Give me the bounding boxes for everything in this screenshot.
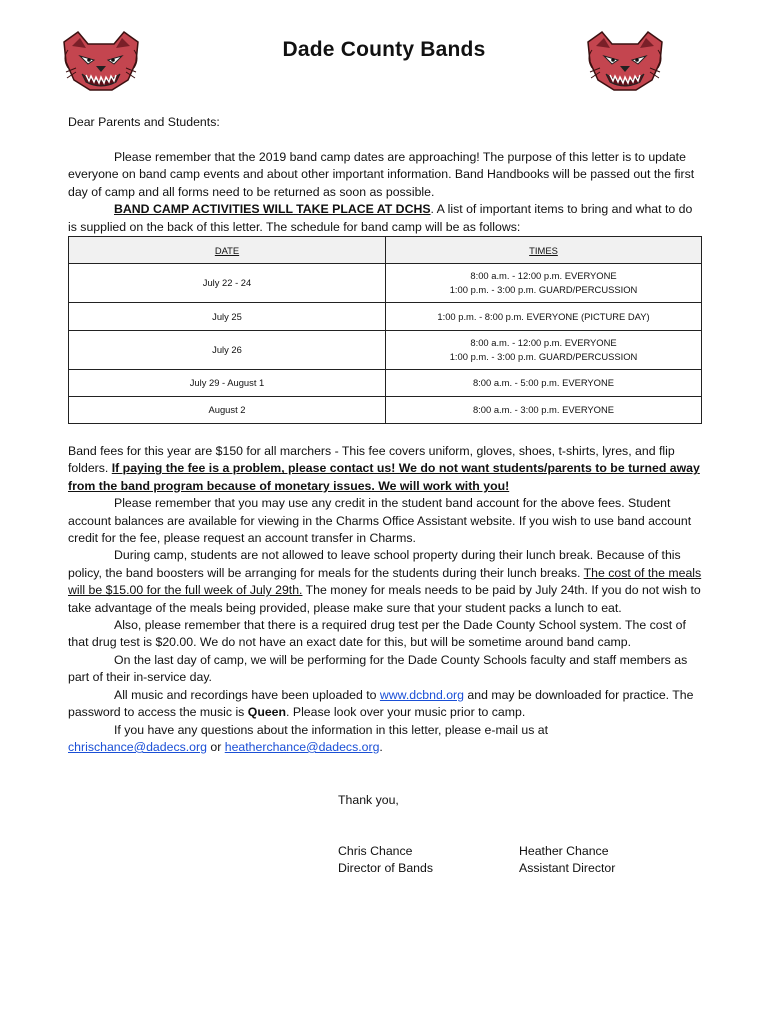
music-password: Queen — [247, 705, 287, 720]
schedule-table — [68, 236, 702, 424]
questions-paragraph: If you have any questions about the information in this letter, please e-mail us at — [114, 722, 549, 737]
table-row — [69, 397, 702, 424]
email-period: . — [379, 739, 383, 754]
column-header-times: TIMES — [386, 237, 702, 264]
time-slot: 1:00 p.m. - 3:00 p.m. GUARD/PERCUSSION — [449, 284, 638, 295]
music-paragraph — [68, 687, 702, 722]
music-text-mid: and may be downloaded for practice. The password to access the music is — [68, 687, 694, 720]
greeting — [68, 114, 702, 131]
signature-block-director — [338, 843, 433, 878]
contact-emails — [68, 739, 702, 756]
music-text-end: . Please look over your music prior to camp. — [286, 705, 526, 720]
drug-test-paragraph: Also, please remember that there is a required drug test per the Dade County School system. The cost of that drug test is $20.00. We do not have an exact date for this, but will be sometime around band camp. — [68, 618, 686, 650]
location-rest: . A list of important items to bring and what to do is supplied on the back of this letter. The schedule for band camp will be as follows: — [68, 202, 693, 234]
closing: Thank you, — [338, 793, 399, 807]
time-slot: 8:00 a.m. - 12:00 p.m. EVERYONE — [470, 337, 617, 348]
table-row — [69, 303, 702, 331]
signer-title: Assistant Director — [519, 861, 616, 876]
schedule-times — [386, 264, 702, 303]
schedule-header-row — [69, 237, 702, 264]
time-slot: 1:00 p.m. - 8:00 p.m. EVERYONE (PICTURE DAY) — [437, 310, 650, 322]
schedule-times — [386, 303, 702, 331]
greeting-text: Dear Parents and Students: — [68, 115, 220, 129]
schedule-times — [386, 331, 702, 370]
fees-text: Band fees for this year are $150 for all marchers - This fee covers uniform, gloves, shoes, t-shirts, lyres, and flip folders. — [68, 444, 675, 476]
schedule-date: July 26 — [69, 331, 386, 370]
music-text: All music and recordings have been uploaded to — [114, 687, 380, 702]
schedule-date: July 29 - August 1 — [69, 370, 386, 397]
wolverine-mascot-icon — [582, 28, 668, 94]
letter-body — [68, 443, 702, 756]
signer-name: Heather Chance — [519, 844, 609, 858]
signature-block-assistant — [519, 843, 615, 878]
lunch-paragraph — [68, 547, 702, 617]
fees-emphasis: If paying the fee is a problem, please contact us! We do not want students/parents to be turned away from the band program because of monetary issues. We will work with you! — [68, 461, 700, 493]
schedule-times — [386, 397, 702, 424]
table-row — [69, 370, 702, 397]
time-slot: 8:00 a.m. - 12:00 p.m. EVERYONE — [470, 270, 617, 281]
email-link-heather[interactable]: heatherchance@dadecs.org — [224, 739, 380, 754]
last-day-paragraph: On the last day of camp, we will be performing for the Dade County Schools faculty and staff members as part of their in-service day. — [68, 652, 688, 685]
signer-title: Director of Bands — [338, 861, 434, 876]
intro-section — [68, 149, 702, 236]
music-website-link[interactable]: www.dcbnd.org — [379, 687, 464, 702]
time-slot: 8:00 a.m. - 5:00 p.m. EVERYONE — [472, 377, 615, 388]
lunch-text: During camp, students are not allowed to leave school property during their lunch break. Because of this policy, the band boosters will be arranging for meals for the students during their lunch breaks. — [68, 548, 681, 580]
email-link-chris[interactable]: chrischance@dadecs.org — [68, 739, 207, 754]
location-paragraph — [68, 201, 702, 236]
schedule-date: August 2 — [69, 397, 386, 424]
location-emphasis: BAND CAMP ACTIVITIES WILL TAKE PLACE AT DCHS — [114, 202, 431, 217]
schedule-date: July 22 - 24 — [69, 264, 386, 303]
schedule-date: July 25 — [69, 303, 386, 331]
credit-paragraph: Please remember that you may use any credit in the student band account for the above fees. Student account balances are available for viewing in the Charms Office Assistant website. If you wish to use band account credit for the fee, please request an account transfer in Charms. — [68, 496, 692, 546]
intro-paragraph: Please remember that the 2019 band camp dates are approaching! The purpose of this letter is to update everyone on band camp events and about other important information. Band Handbooks will be passed out the first day of camp and all forms need to be returned as soon as possible. — [68, 150, 695, 199]
table-row — [69, 264, 702, 303]
page-title: Dade County Bands — [282, 38, 486, 61]
email-separator: or — [206, 739, 225, 754]
table-row — [69, 331, 702, 370]
time-slot: 1:00 p.m. - 3:00 p.m. GUARD/PERCUSSION — [449, 351, 638, 362]
lunch-text-end: The money for meals needs to be paid by July 24th. If you do not wish to take advantage of the meals being provided, please make sure that your student packs a lunch to eat. — [68, 583, 701, 615]
schedule-times — [386, 370, 702, 397]
time-slot: 8:00 a.m. - 3:00 p.m. EVERYONE — [472, 404, 615, 415]
fees-paragraph — [68, 443, 702, 495]
column-header-date: DATE — [69, 237, 386, 264]
meal-cost-emphasis: The cost of the meals will be $15.00 for the full week of July 29th. — [68, 565, 702, 598]
signer-name: Chris Chance — [338, 844, 413, 858]
